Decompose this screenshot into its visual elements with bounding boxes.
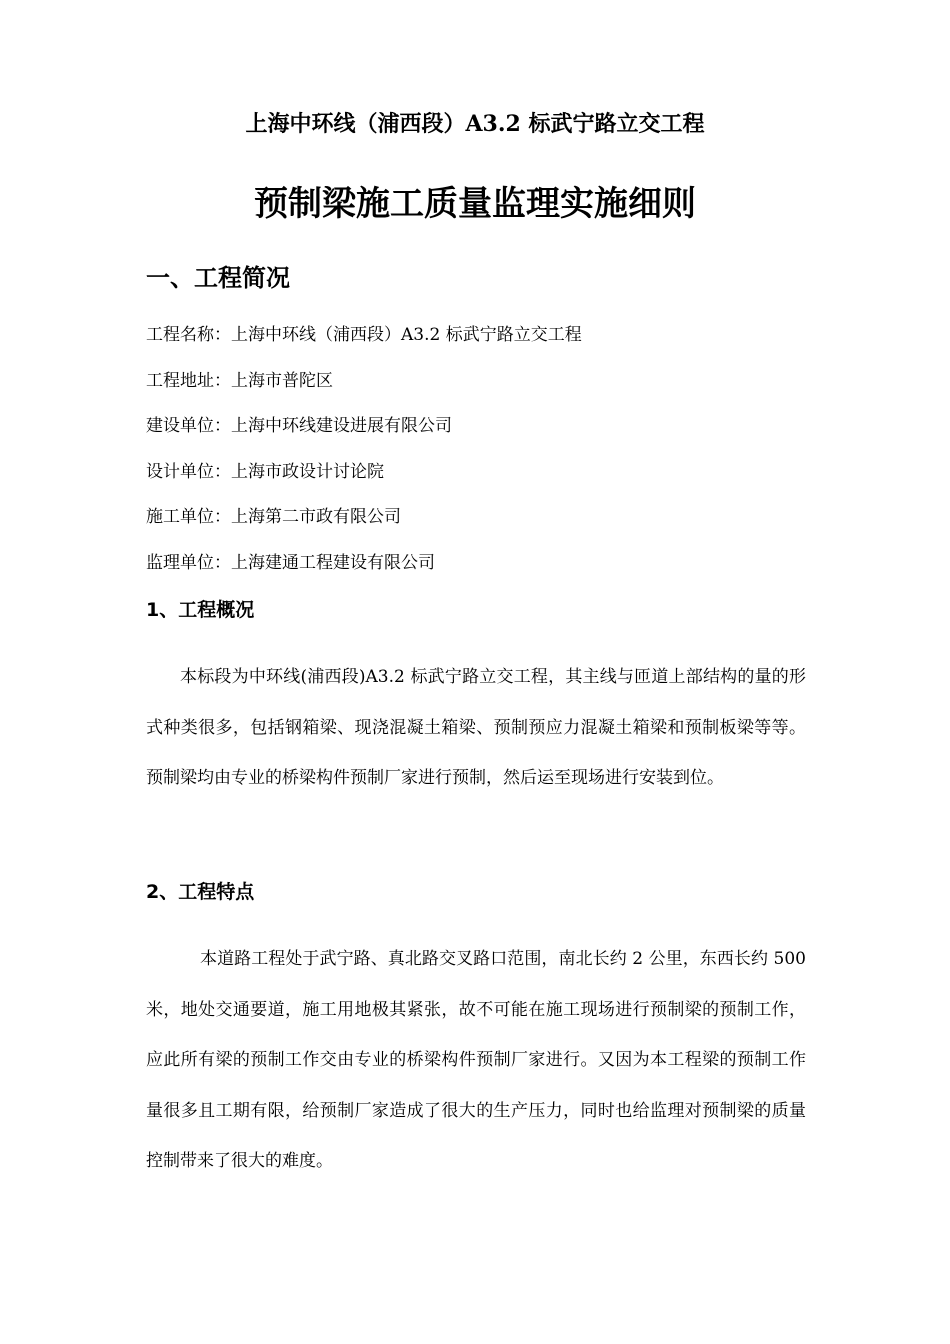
info-construction-unit: 建设单位：上海中环线建设进展有限公司 bbox=[146, 416, 452, 436]
paragraph-project-features: 本道路工程处于武宁路、真北路交叉路口范围，南北长约 2 公里，东西长约 500 米，地处交通要道，施工用地极其紧张，故不可能在施工现场进行预制梁的预制工作，应此所有梁的预制工作交由专业的桥梁构件预制厂家进行。又因为本工程梁的预制工作量很多且工期有限，给预制厂家造成了很大的生产压力，同时也给监理对预制梁的质量控制带来了很大的难度。 bbox=[146, 949, 806, 1171]
info-project-address: 工程地址：上海市普陀区 bbox=[146, 371, 333, 391]
info-design-unit: 设计单位：上海市政设计讨论院 bbox=[146, 462, 384, 482]
section-heading-overview: 一、工程简况 bbox=[146, 264, 290, 292]
subsection-heading-project-features: 2、工程特点 bbox=[146, 881, 255, 903]
info-builder-unit: 施工单位：上海第二市政有限公司 bbox=[146, 507, 401, 527]
info-project-name: 工程名称：上海中环线（浦西段）A3.2 标武宁路立交工程 bbox=[146, 325, 582, 345]
document-subtitle: 上海中环线（浦西段）A3.2 标武宁路立交工程 bbox=[245, 111, 705, 137]
subsection-heading-project-summary: 1、工程概况 bbox=[146, 599, 255, 621]
document-title: 预制梁施工质量监理实施细则 bbox=[254, 184, 696, 224]
info-supervision-unit: 监理单位：上海建通工程建设有限公司 bbox=[146, 553, 435, 573]
paragraph-project-summary: 本标段为中环线(浦西段)A3.2 标武宁路立交工程，其主线与匝道上部结构的量的形式种类很多，包括钢箱梁、现浇混凝土箱梁、预制预应力混凝土箱梁和预制板梁等等。预制梁均由专业的桥梁构件预制厂家进行预制，然后运至现场进行安装到位。 bbox=[146, 667, 806, 788]
